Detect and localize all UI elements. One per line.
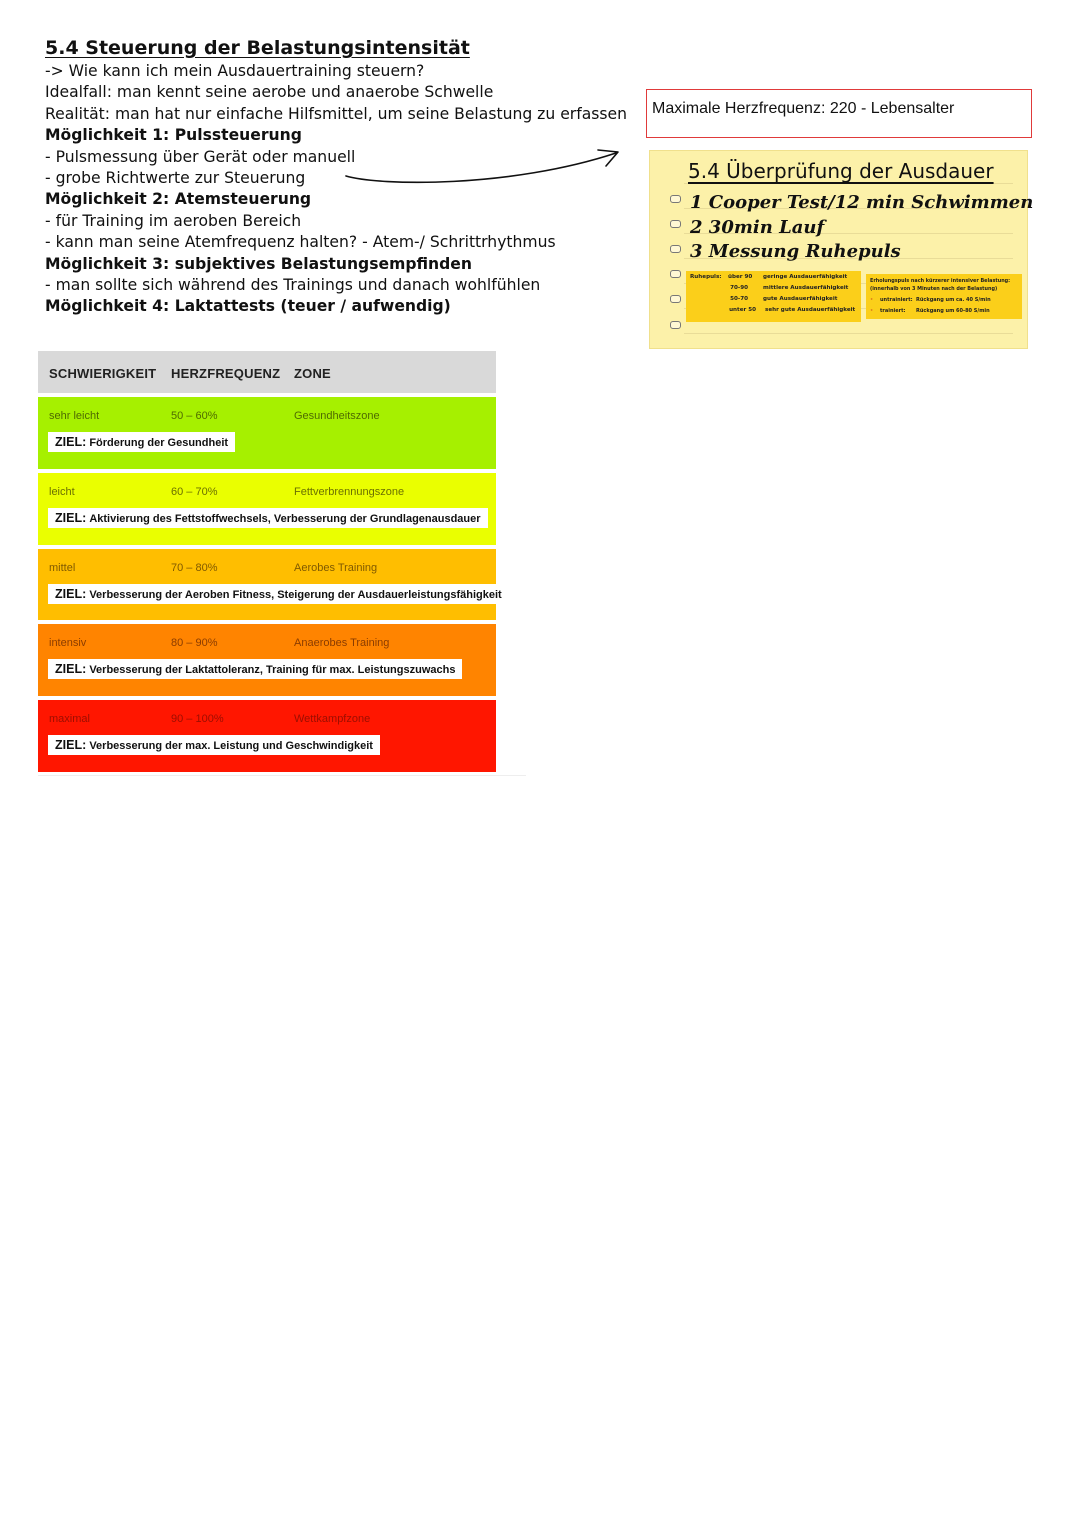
zone-heart-rate: 70 – 80%: [171, 561, 218, 574]
goal-key: ZIEL:: [55, 586, 87, 601]
zone-goal: [48, 508, 488, 528]
notes-title: 5.4 Steuerung der Belastungsintensität: [45, 37, 470, 59]
zone-goal: [48, 735, 380, 755]
zone-heart-rate: 90 – 100%: [171, 713, 224, 726]
goal-text: Aktivierung des Fettstoffwechsels, Verbesserung der Grundlagenausdauer: [89, 512, 481, 525]
goal-text: Verbesserung der max. Leistung und Geschwindigkeit: [89, 740, 373, 753]
endurance-note-title: 5.4 Überprüfung der Ausdauer: [688, 159, 994, 183]
notes-heading: Möglichkeit 2: Atemsteuerung: [45, 190, 312, 209]
goal-text: Förderung der Gesundheit: [89, 437, 229, 449]
notes-line: - grobe Richtwerte zur Steuerung: [45, 169, 306, 188]
arrow-icon: [340, 140, 630, 190]
zone-name: Anaerobes Training: [294, 637, 390, 650]
zone-difficulty: mittel: [49, 561, 76, 574]
zone-row-maximal: [38, 700, 496, 772]
checkbox-icon: [670, 245, 681, 253]
bullet-icon: •: [870, 297, 874, 303]
zone-name: Gesundheitszone: [294, 410, 380, 422]
resting-pulse-level: gute Ausdauerfähigkeit: [763, 296, 838, 302]
notes-line: Realität: man hat nur einfache Hilfsmittel, um seine Belastung zu erfassen: [45, 104, 627, 123]
zone-goal: [48, 659, 462, 679]
header-heart-rate: HERZFREQUENZ: [171, 366, 281, 381]
header-difficulty: SCHWIERIGKEIT: [49, 366, 157, 381]
zone-name: Fettverbrennungszone: [294, 485, 405, 498]
header-zone: ZONE: [294, 366, 331, 381]
recovery-group: untrainiert:: [880, 297, 913, 303]
recovery-heading: Erholungspuls nach kürzerer intensiver Belastung:: [870, 278, 1011, 284]
resting-pulse-level: mittlere Ausdauerfähigkeit: [763, 285, 849, 291]
zone-goal: [48, 584, 509, 604]
resting-pulse-label: Ruhepuls:: [690, 274, 722, 280]
resting-pulse-level: geringe Ausdauerfähigkeit: [763, 274, 848, 280]
resting-pulse-value: über 90: [728, 274, 753, 280]
notes-line: - kann man seine Atemfrequenz halten? - Atem-/ Schrittrhythmus: [45, 233, 556, 252]
zone-row-light: [38, 473, 496, 545]
zone-row-very-light: [38, 397, 496, 469]
zone-row-medium: [38, 549, 502, 621]
goal-text: Verbesserung der Laktattoleranz, Training für max. Leistungszuwachs: [89, 664, 456, 677]
divider: [38, 775, 526, 776]
notes-heading: Möglichkeit 1: Pulssteuerung: [45, 126, 302, 145]
goal-key: ZIEL:: [55, 662, 87, 677]
recovery-group: trainiert:: [880, 308, 906, 314]
notes-heading: Möglichkeit 4: Laktattests (teuer / aufwendig): [45, 297, 451, 316]
zone-name: Wettkampfzone: [294, 713, 371, 726]
goal-text: Verbesserung der Aeroben Fitness, Steigerung der Ausdauerleistungsfähigkeit: [89, 588, 502, 601]
zone-table-header: [38, 351, 496, 393]
goal-key: ZIEL:: [55, 435, 87, 449]
zone-difficulty: intensiv: [49, 637, 87, 650]
notes-line: Idealfall: man kennt seine aerobe und anaerobe Schwelle: [45, 83, 494, 102]
resting-pulse-value: unter 50: [729, 307, 756, 313]
zone-difficulty: sehr leicht: [49, 410, 100, 422]
zone-heart-rate: 60 – 70%: [171, 485, 218, 498]
resting-pulse-value: 70-90: [730, 285, 748, 291]
endurance-test-item: 3 Messung Ruhepuls: [690, 241, 901, 262]
notes-line: - für Training im aeroben Bereich: [45, 211, 302, 230]
endurance-check-note: [649, 150, 1034, 349]
zone-goal: [48, 432, 235, 452]
resting-pulse-level: sehr gute Ausdauerfähigkeit: [765, 307, 856, 313]
zone-difficulty: leicht: [49, 485, 75, 498]
zone-name: Aerobes Training: [294, 561, 378, 574]
checkbox-icon: [670, 195, 681, 203]
recovery-value: Rückgang um ca. 40 S/min: [916, 297, 991, 303]
zone-heart-rate: 50 – 60%: [171, 410, 218, 422]
checkbox-icon: [670, 220, 681, 228]
goal-key: ZIEL:: [55, 738, 87, 753]
zone-difficulty: maximal: [49, 713, 90, 726]
checkbox-icon: [670, 270, 681, 278]
notes-line: - Pulsmessung über Gerät oder manuell: [45, 147, 356, 166]
heart-rate-zone-table: [38, 351, 502, 772]
notes-heading: Möglichkeit 3: subjektives Belastungsempfinden: [45, 254, 472, 273]
checkbox-icon: [670, 321, 681, 329]
recovery-value: Rückgang um 60-80 S/min: [916, 308, 990, 314]
endurance-test-item: 1 Cooper Test/12 min Schwimmen: [690, 192, 1034, 213]
max-heart-rate-formula: Maximale Herzfrequenz: 220 - Lebensalter: [652, 100, 955, 117]
endurance-test-item: 2 30min Lauf: [690, 217, 825, 238]
notes-line: -> Wie kann ich mein Ausdauertraining steuern?: [45, 62, 425, 80]
resting-pulse-value: 50-70: [730, 296, 748, 302]
notes-line: - man sollte sich während des Trainings und danach wohlfühlen: [45, 276, 541, 295]
zone-heart-rate: 80 – 90%: [171, 637, 218, 650]
zone-row-intense: [38, 624, 496, 696]
recovery-heading: (innerhalb von 3 Minuten nach der Belastung): [870, 286, 998, 292]
checkbox-icon: [670, 295, 681, 303]
bullet-icon: •: [870, 308, 874, 314]
max-heart-rate-box: [646, 89, 1032, 138]
goal-key: ZIEL:: [55, 510, 87, 525]
